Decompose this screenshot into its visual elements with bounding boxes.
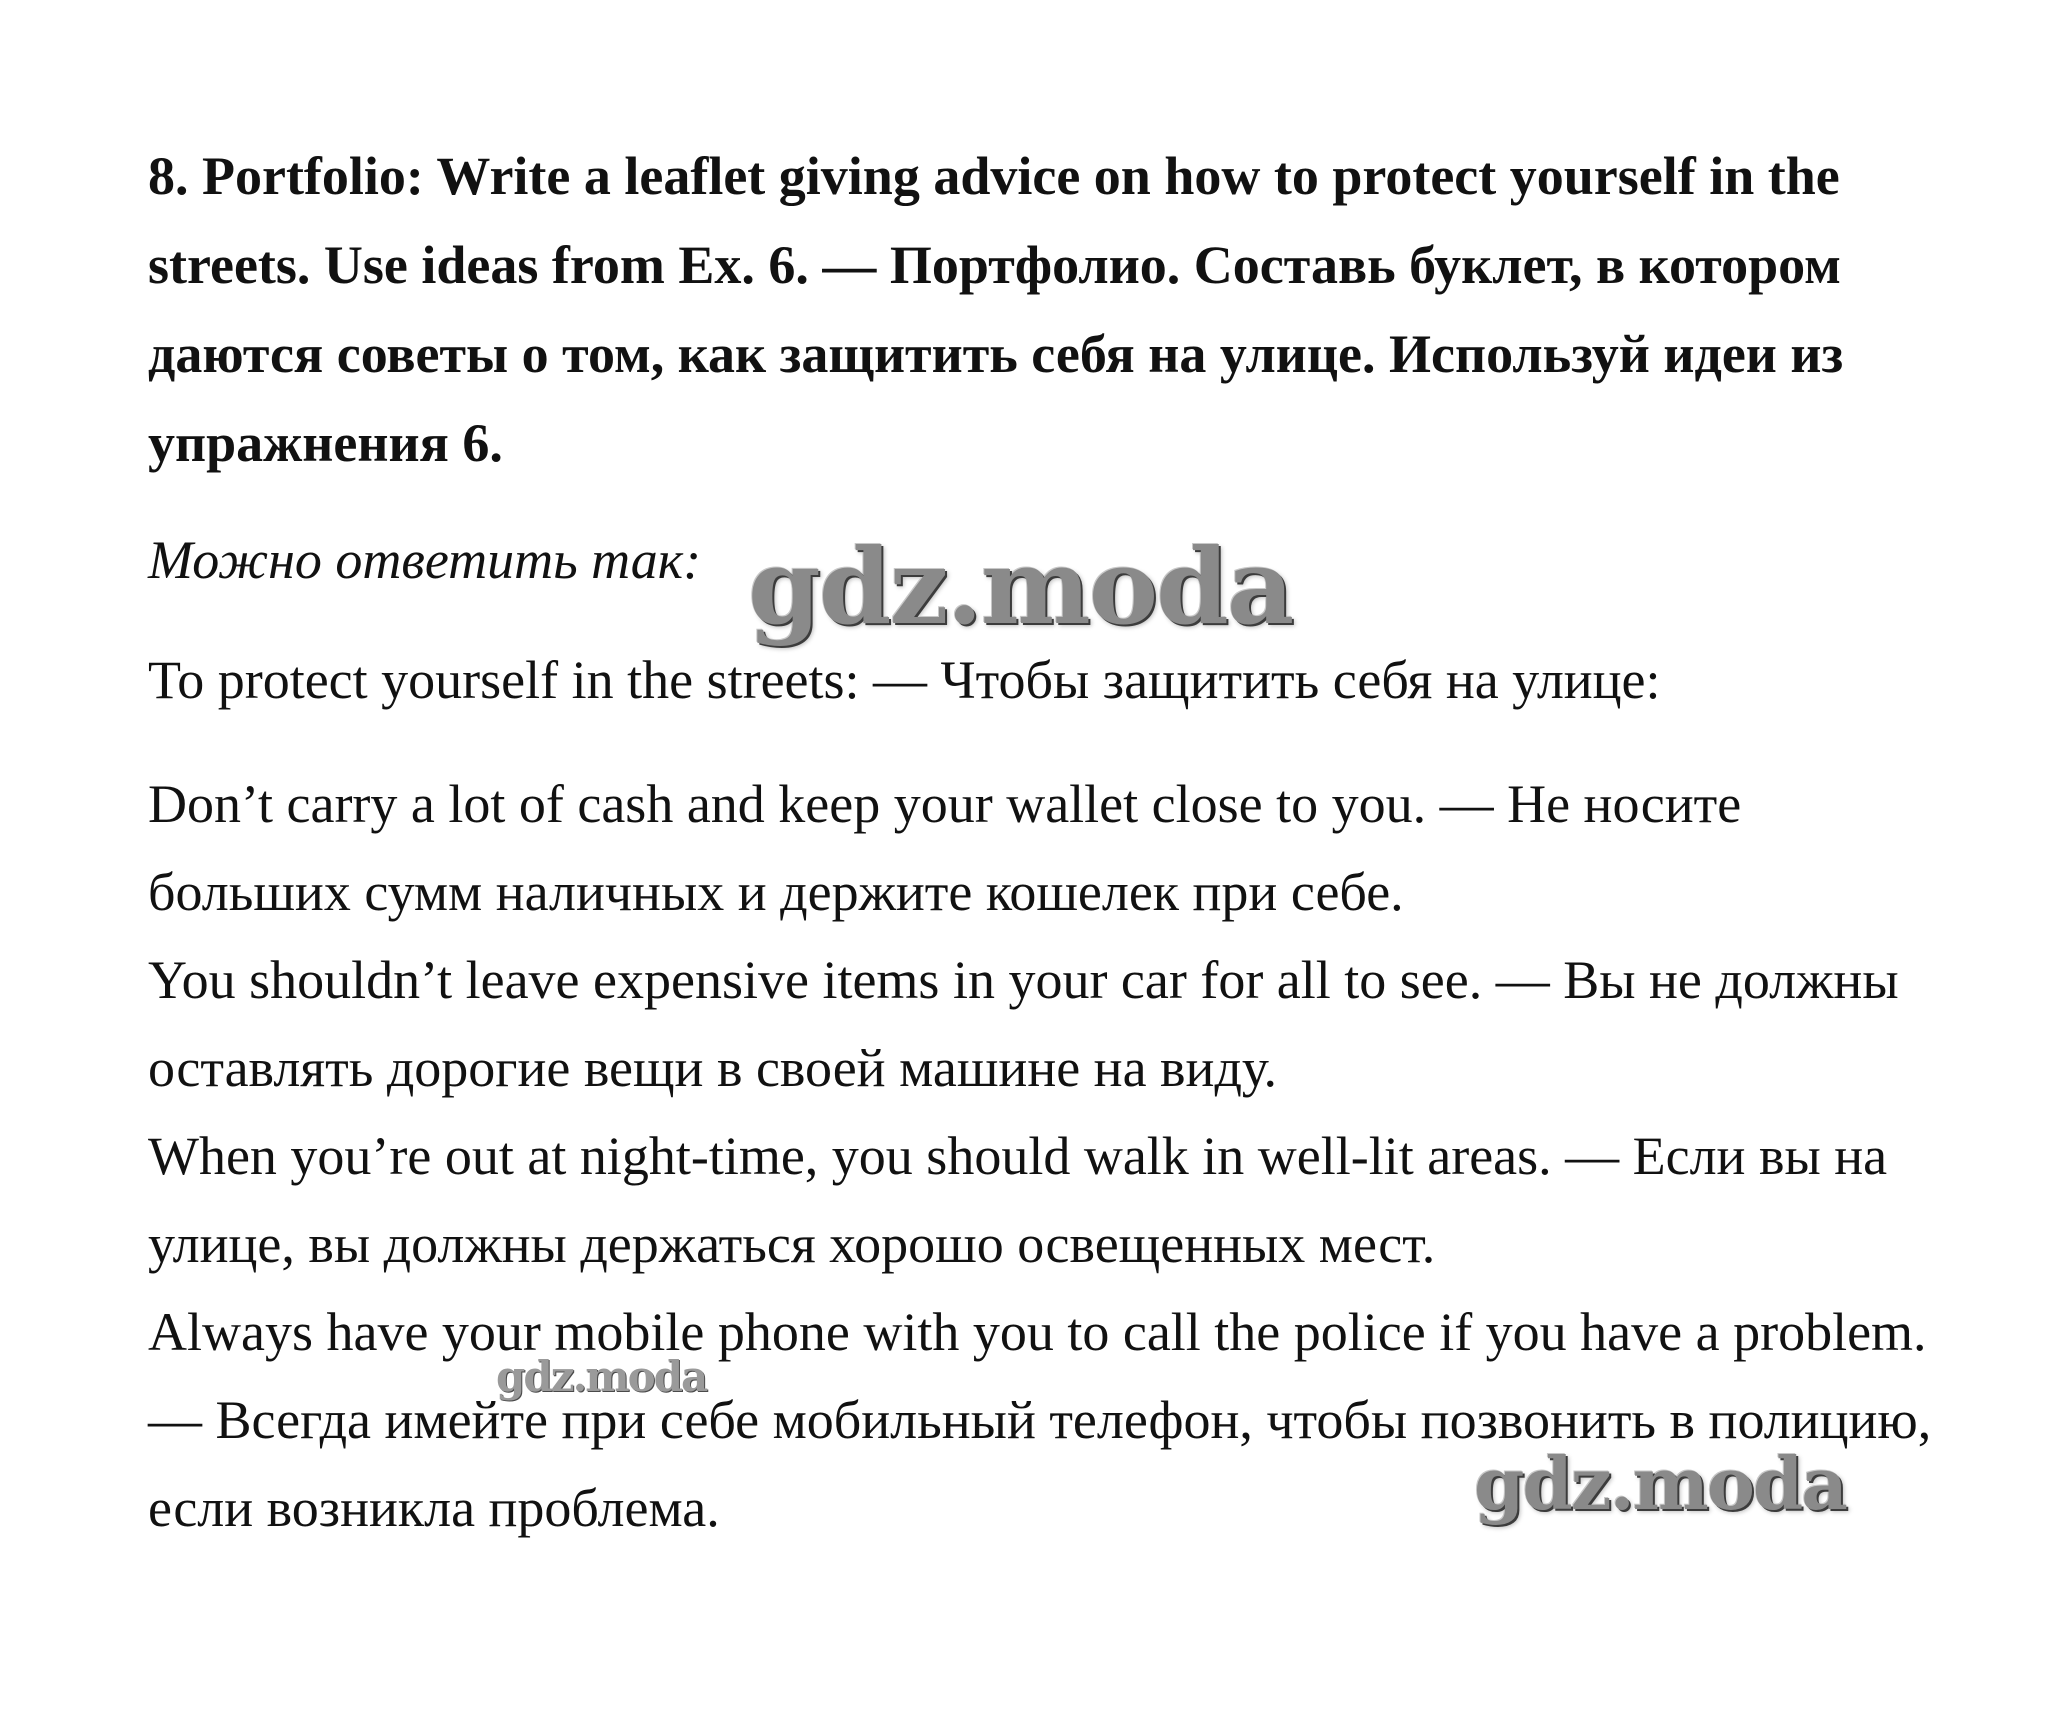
advice-item: When you’re out at night-time, you should walk in well-lit areas. — Если вы на улице, вы должны держаться хорошо освещенных мест. xyxy=(148,1126,1888,1274)
advice-item: Don’t carry a lot of cash and keep your wallet close to you. — Не носите больших сумм наличных и держите кошелек при себе. xyxy=(148,774,1742,922)
advice-item: Always have your mobile phone with you to call the police if you have a problem. — Всегда имейте при себе мобильный телефон, чтобы позвонить в полицию, если возникла проблема. xyxy=(148,1302,1932,1538)
exercise-heading: 8. Portfolio: Write a leaflet giving advice on how to protect yourself in the streets. Use ideas from Ex. 6. — Портфолио. Составь буклет, в котором даются советы о том, как защитить себя на улице. Используй идеи из упражнения 6. xyxy=(148,146,1844,473)
advice-list xyxy=(148,760,1938,1552)
answer-intro: Можно ответить так: xyxy=(148,530,702,590)
watermark-logo-small: gdz.moda xyxy=(496,1352,707,1401)
answer-lead-sentence: To protect yourself in the streets: — Чтобы защитить себя на улице: xyxy=(148,650,1661,710)
watermark-logo-bottom: gdz.moda xyxy=(1474,1441,1846,1526)
advice-item: You shouldn’t leave expensive items in your car for all to see. — Вы не должны оставлять дорогие вещи в своей машине на виду. xyxy=(148,950,1899,1098)
watermark-logo-large: gdz.moda xyxy=(748,525,1293,648)
